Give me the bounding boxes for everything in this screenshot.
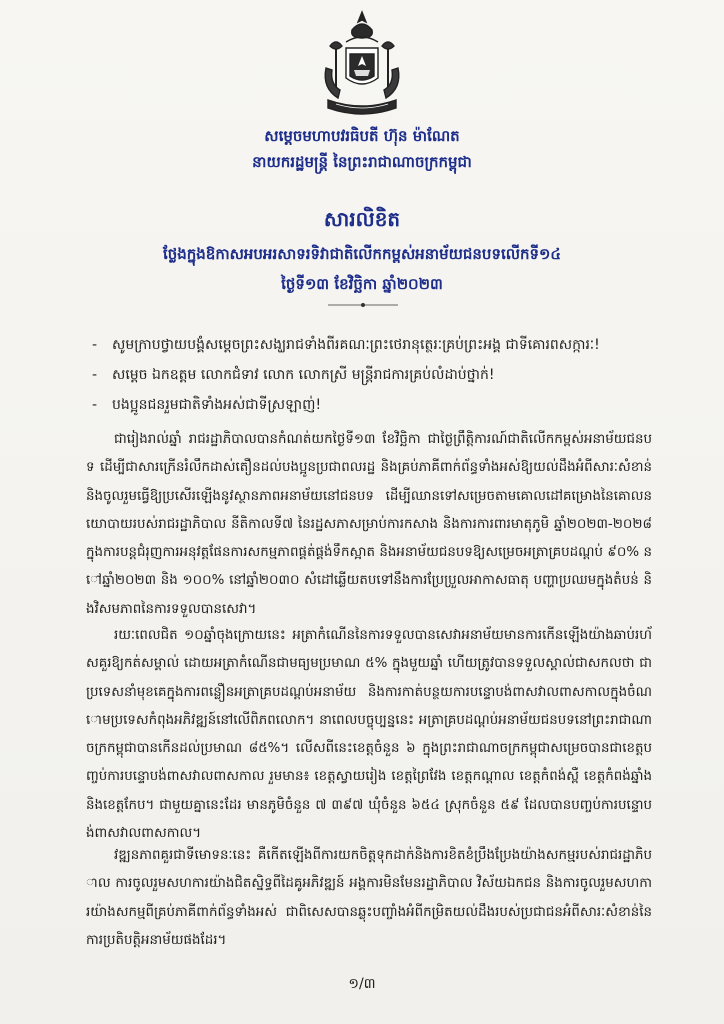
document-subtitle: ថ្លែងក្នុងឱកាសអបអរសាទរទិវាជាតិលើកកម្ពស់អនាម័យជនបទលើកទី១៤ (162, 245, 562, 263)
salutation-text: សូមក្រាបថ្វាយបង្គំសម្តេចព្រះសង្ឃរាជទាំងពីរគណៈព្រះថេរានុត្ថេរៈគ្រប់ព្រះអង្គ ជាទីគោរពសក្ការៈ! (112, 337, 600, 353)
body-paragraph-2: រយៈពេលជិត ១០ឆ្នាំចុងក្រោយនេះ អត្រាកំណើននៃការទទួលបានសេវាអនាម័យមានការកើនឡើងយ៉ាងឆាប់រហ័សគួរឱ្យកត់សម្គាល់ ដោយអត្រាកំណើនជាមធ្យមប្រមាណ ៥% ក្នុងមួយឆ្នាំ ហើយត្រូវបានទទួលស្គាល់ជាសកលថា ជាប្រទេសនាំមុខគេក្នុងការពន្លឿនអត្រាគ្របដណ្តប់អនាម័យ និងការកាត់បន្ថយការបន្ទោបង់ពាសវាលពាសកាលក្នុងចំណោមប្រទេសកំពុងអភិវឌ្ឍន៍នៅលើពិភពលោក។ នាពេលបច្ចុប្បន្ននេះ អត្រាគ្របដណ្តប់អនាម័យជនបទនៅព្រះរាជាណាចក្រកម្ពុជាបានកើនដល់ប្រមាណ ៨៥%។ លើសពីនេះខេត្តចំនួន ៦ ក្នុងព្រះរាជាណាចក្រកម្ពុជាសម្រេចបានជាខេត្តបញ្ចប់ការបន្ទោបង់ពាសវាលពាសកាល រួមមាន៖ ខេត្តស្វាយរៀង ខេត្តព្រៃវែង ខេត្តកណ្តាល ខេត្តកំពង់ស្ពឺ ខេត្តកំពង់ឆ្នាំង និងខេត្តកែប។ ជាមួយគ្នានេះដែរ មានភូមិចំនួន ៧ ៣៩៧ ឃុំចំនួន ៦៥៤ ស្រុកចំនួន ៥៩ ដែលបានបញ្ចប់ការបន្ទោបង់ពាសវាលពាសកាល។ (86, 628, 652, 842)
bullet-dash-icon: - (92, 397, 98, 413)
salutation-item (92, 360, 652, 390)
bullet-dash-icon: - (92, 337, 98, 353)
document-date: ថ្ងៃទី១៣ ខែវិច្ឆិកា ឆ្នាំ២០២៣ (281, 275, 443, 293)
salutation-text: សម្តេច ឯកឧត្តម លោកជំទាវ លោក លោកស្រី មន្ត្រីរាជការគ្រប់លំដាប់ថ្នាក់! (112, 367, 495, 383)
salutation-list (92, 330, 652, 420)
ornamental-divider (328, 302, 398, 308)
body-paragraph-3: វឌ្ឍនភាពគួរជាទីមោទនៈនេះ គឺកើតឡើងពីការយកចិត្តទុកដាក់និងការខិតខំប្រឹងប្រែងយ៉ាងសកម្មរបស់រាជរដ្ឋាភិបាល ការចូលរួមសហការយ៉ាងជិតស្និទ្ធពីដៃគូអភិវឌ្ឍន៍ អង្គការមិនមែនរដ្ឋាភិបាល វិស័យឯកជន និងការចូលរួមសហការយ៉ាងសកម្មពីគ្រប់ភាគីពាក់ព័ន្ធទាំងអស់ ជាពិសេសបានឆ្លុះបញ្ចាំងអំពីកម្រិតយល់ដឹងរបស់ប្រជាជនអំពីសារៈសំខាន់នៃការប្រតិបត្តិអនាម័យផងដែរ។ (86, 848, 652, 948)
bullet-dash-icon: - (92, 367, 98, 383)
royal-coat-of-arms-emblem (316, 8, 408, 120)
salutation-item (92, 330, 652, 360)
author-position: នាយករដ្ឋមន្ត្រី នៃព្រះរាជាណាចក្រកម្ពុជា (252, 153, 472, 171)
salutation-item (92, 390, 652, 420)
page-number: ១/៣ (348, 976, 376, 992)
salutation-text: បងប្អូនជនរួមជាតិទាំងអស់ជាទីស្រឡាញ់! (112, 397, 322, 413)
body-paragraph-1: ជារៀងរាល់ឆ្នាំ រាជរដ្ឋាភិបាលបានកំណត់យកថ្ងៃទី១៣ ខែវិច្ឆិកា ជាថ្ងៃព្រឹត្តិការណ៍ជាតិលើកកម្ពស់អនាម័យជនបទ ដើម្បីជាសារក្រើនរំលឹកដាស់តឿនដល់បងប្អូនប្រជាពលរដ្ឋ និងគ្រប់ភាគីពាក់ព័ន្ធទាំងអស់ឱ្យយល់ដឹងអំពីសារៈសំខាន់ និងចូលរួមធ្វើឱ្យប្រសើរឡើងនូវស្ថានភាពអនាម័យនៅជនបទ ដើម្បីឈានទៅសម្រេចតាមគោលដៅគម្រោងនៃគោលនយោបាយរបស់រាជរដ្ឋាភិបាល នីតិកាលទី៧ នៃរដ្ឋសភាសម្រាប់ការកសាង និងការការពារមាតុភូមិ ឆ្នាំ២០២៣-២០២៨ ក្នុងការបន្តជំរុញការអនុវត្តផែនការសកម្មភាពផ្គត់ផ្គង់ទឹកស្អាត និងអនាម័យជនបទឱ្យសម្រេចអត្រាគ្របដណ្តប់ ៩០% នៅឆ្នាំ២០២៣ និង ១០០% នៅឆ្នាំ២០៣០ សំដៅឆ្លើយតបទៅនឹងការប្រែប្រួលអាកាសធាតុ បញ្ហាប្រឈមក្នុងតំបន់ និងវិសមភាពនៃការទទួលបានសេវា។ (86, 432, 652, 617)
author-name: សម្តេចមហាបវរធិបតី ហ៊ុន ម៉ាណែត (264, 127, 460, 145)
document-heading: សារលិខិត (323, 207, 401, 231)
